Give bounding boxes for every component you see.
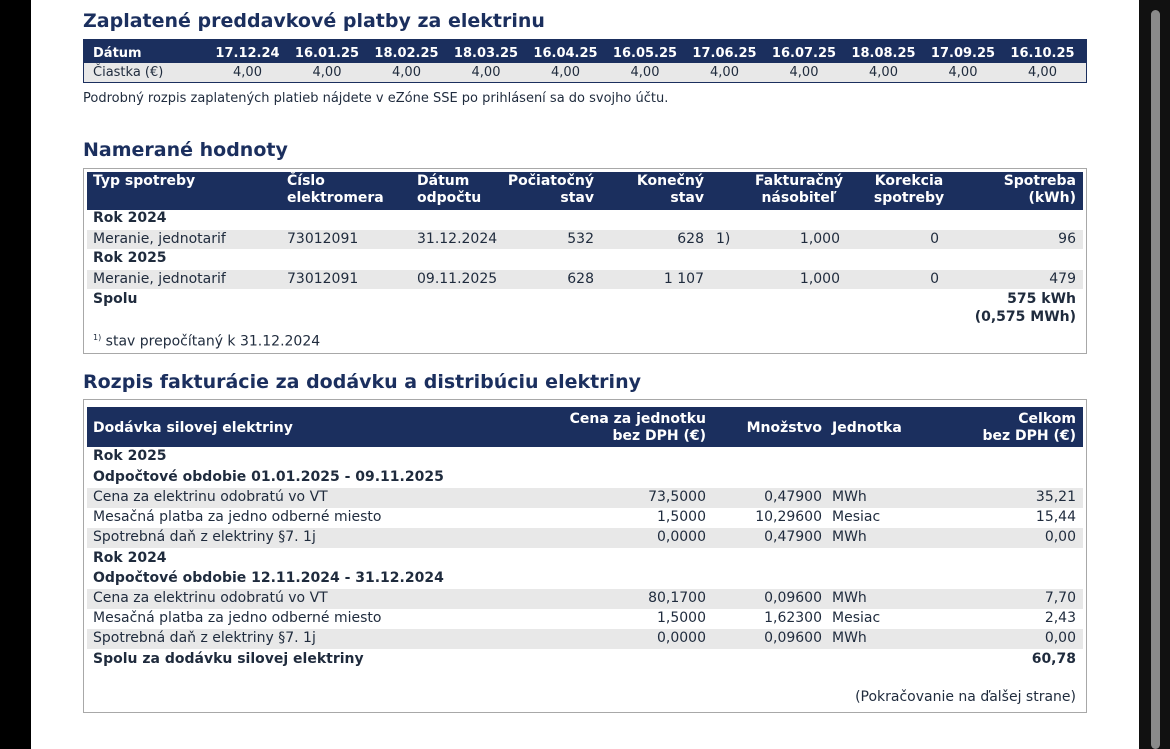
header-start-1: Počiatočný	[507, 173, 594, 189]
billing-qty: 0,09600	[764, 590, 822, 606]
billing-price: 80,1700	[648, 590, 706, 606]
billing-period-2025: Odpočtové obdobie 01.01.2025 - 09.11.2025	[93, 469, 444, 485]
payment-date: 18.03.25	[453, 46, 519, 61]
payment-date: 18.02.25	[374, 46, 439, 61]
header-price-1: Cena za jednotku	[569, 411, 706, 427]
billing-total: 0,00	[1044, 529, 1076, 545]
header-corr-1: Korekcia	[874, 173, 944, 189]
billing-unit: MWh	[832, 590, 867, 606]
billing-table	[83, 399, 1087, 713]
billing-total: 7,70	[1044, 590, 1076, 606]
billing-price: 73,5000	[648, 489, 706, 505]
billing-year-2025: Rok 2025	[93, 448, 167, 464]
measured-total-mwh: (0,575 MWh)	[974, 309, 1076, 325]
billing-price: 0,0000	[657, 630, 706, 646]
payment-amount: 4,00	[1028, 65, 1057, 80]
payment-amount: 4,00	[710, 65, 739, 80]
payment-date: 16.07.25	[771, 46, 837, 61]
header-start-2: stav	[560, 190, 594, 206]
header-meter-1: Číslo	[287, 173, 325, 189]
payment-date: 16.01.25	[294, 46, 360, 61]
section-title-billing: Rozpis fakturácie za dodávku a distribúciu elektriny	[83, 371, 641, 393]
row2-mult: 1,000	[799, 271, 840, 287]
billing-desc: Mesačná platba za jedno odberné miesto	[93, 509, 382, 525]
scrollbar-thumb[interactable]	[1151, 10, 1160, 749]
payment-date: 17.09.25	[930, 46, 996, 61]
row2-type: Meranie, jednotarif	[93, 271, 226, 287]
row1-type: Meranie, jednotarif	[93, 231, 226, 247]
billing-qty: 0,09600	[764, 630, 822, 646]
billing-desc: Cena za elektrinu odobratú vo VT	[93, 489, 328, 505]
billing-total: 35,21	[1035, 489, 1076, 505]
header-date-1: Dátum	[417, 173, 470, 189]
row1-meter: 73012091	[287, 231, 359, 247]
header-type: Typ spotreby	[93, 173, 196, 189]
payments-table	[83, 39, 1087, 83]
measured-year-2024: Rok 2024	[93, 210, 167, 226]
header-cons-1: Spotreba	[1003, 173, 1076, 189]
billing-year-2024: Rok 2024	[93, 550, 167, 566]
measured-table	[83, 168, 1087, 354]
section-title-measured: Namerané hodnoty	[83, 139, 288, 161]
payments-note: Podrobný rozpis zaplatených platieb nájdete v eZóne SSE po prihlásení sa do svojho účtu.	[83, 91, 669, 106]
row1-date: 31.12.2024	[417, 231, 498, 247]
billing-price: 1,5000	[657, 610, 706, 626]
document-page	[31, 0, 1139, 749]
billing-desc: Spotrebná daň z elektriny §7. 1j	[93, 529, 316, 545]
header-cons-2: (kWh)	[1028, 190, 1076, 206]
row2-corr: 0	[930, 271, 939, 287]
payment-amount: 4,00	[630, 65, 660, 80]
measured-footnote	[93, 329, 320, 351]
footnote-text: stav prepočítaný k 31.12.2024	[105, 333, 321, 350]
payments-amount-label: Čiastka (€)	[93, 65, 164, 80]
row2-date: 09.11.2025	[417, 271, 498, 287]
billing-qty: 0,47900	[764, 529, 822, 545]
row2-meter: 73012091	[287, 271, 359, 287]
header-supply: Dodávka silovej elektriny	[93, 420, 293, 436]
payment-date: 16.05.25	[612, 46, 678, 61]
billing-qty: 1,62300	[764, 610, 822, 626]
header-corr-2: spotreby	[873, 190, 945, 206]
header-price-2: bez DPH (€)	[612, 428, 706, 444]
billing-unit: MWh	[832, 489, 867, 505]
payment-amount: 4,00	[789, 65, 819, 80]
header-mult-2: násobiteľ	[761, 190, 837, 206]
row1-cons: 96	[1058, 231, 1076, 247]
header-end-2: stav	[670, 190, 704, 206]
header-meter-2: elektromera	[287, 190, 384, 206]
row1-start: 532	[567, 231, 594, 247]
footnote-mark: 1)	[93, 333, 102, 342]
payment-amount: 4,00	[948, 65, 978, 80]
billing-total: 2,43	[1044, 610, 1076, 626]
row2-cons: 479	[1049, 271, 1076, 287]
payment-date: 17.12.24	[215, 46, 280, 61]
payment-amount: 4,00	[233, 65, 262, 80]
payment-amount: 4,00	[392, 65, 421, 80]
billing-unit: MWh	[832, 529, 867, 545]
measured-total-label: Spolu	[93, 291, 138, 307]
billing-price: 1,5000	[657, 509, 706, 525]
billing-desc: Cena za elektrinu odobratú vo VT	[93, 590, 328, 606]
payment-amount: 4,00	[551, 65, 580, 80]
billing-period-2024: Odpočtové obdobie 12.11.2024 - 31.12.2024	[93, 570, 444, 586]
billing-price: 0,0000	[657, 529, 706, 545]
billing-unit: Mesiac	[832, 509, 881, 525]
billing-total: 15,44	[1035, 509, 1076, 525]
billing-desc: Mesačná platba za jedno odberné miesto	[93, 610, 382, 626]
row1-corr: 0	[930, 231, 939, 247]
payment-amount: 4,00	[869, 65, 898, 80]
billing-total: 0,00	[1044, 630, 1076, 646]
billing-unit: MWh	[832, 630, 867, 646]
billing-sum-label: Spolu za dodávku silovej elektriny	[93, 651, 364, 667]
header-unit: Jednotka	[832, 420, 902, 436]
payment-date: 16.10.25	[1010, 46, 1075, 61]
row2-end: 1 107	[663, 271, 704, 287]
header-mult-1: Fakturačný	[755, 173, 843, 189]
measured-total-kwh: 575 kWh	[1007, 291, 1076, 307]
header-date-2: odpočtu	[417, 190, 482, 206]
billing-unit: Mesiac	[832, 610, 881, 626]
row1-end: 628	[677, 231, 704, 247]
payment-amount: 4,00	[471, 65, 501, 80]
payment-date: 16.04.25	[533, 46, 598, 61]
continued-note: (Pokračovanie na ďalšej strane)	[855, 689, 1076, 705]
header-total-1: Celkom	[1018, 411, 1076, 427]
section-title-payments: Zaplatené preddavkové platby za elektrinu	[83, 10, 545, 32]
measured-year-2025: Rok 2025	[93, 250, 167, 266]
payments-date-label: Dátum	[93, 46, 142, 61]
payment-date: 17.06.25	[692, 46, 757, 61]
row2-start: 628	[567, 271, 594, 287]
billing-sum-value: 60,78	[1031, 651, 1076, 667]
header-end-1: Konečný	[636, 173, 704, 189]
billing-qty: 0,47900	[764, 489, 822, 505]
row1-mult: 1,000	[799, 231, 840, 247]
payment-date: 18.08.25	[851, 46, 916, 61]
payment-amount: 4,00	[312, 65, 342, 80]
billing-qty: 10,29600	[755, 509, 822, 525]
billing-desc: Spotrebná daň z elektriny §7. 1j	[93, 630, 316, 646]
header-qty: Množstvo	[746, 420, 822, 436]
row1-footnote-ref: 1)	[716, 231, 731, 247]
header-total-2: bez DPH (€)	[982, 428, 1076, 444]
